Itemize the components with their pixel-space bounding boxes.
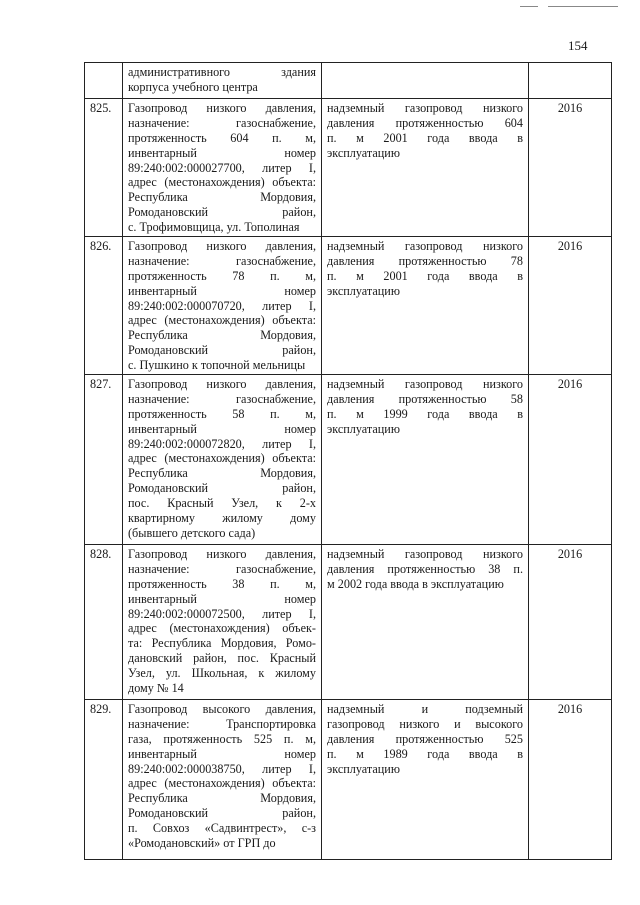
object-description-line: п. м 1989 года ввода в [327,746,523,761]
row-number: 827. [85,375,123,545]
page-number: 154 [568,38,588,53]
row-number: 825. [85,99,123,237]
object-name-line: Республика Мордовия, [128,190,316,205]
object-name-line: газа, протяженность 525 п. м, [128,731,316,746]
object-name-line: дому № 14 [128,680,184,695]
table-row [85,99,612,237]
object-name-cell [123,99,322,237]
object-name-line: квартирному жилому дому [128,510,316,525]
object-description-line: эксплуатацию [327,283,400,298]
object-name-line: Газопровод низкого давления, [128,101,316,115]
year-cell: 2016 [529,700,612,860]
object-description-line: п. м 1999 года ввода в [327,406,523,421]
object-name-line: «Ромодановский» от ГРП до [128,835,276,850]
row-number: 828. [85,545,123,700]
object-description-line: надземный и подземный [327,702,523,716]
object-description-cell [322,237,529,375]
object-name-cell [123,375,322,545]
object-name-line: Ромодановский район, [128,481,316,496]
object-name-line: адрес (местонахождения) объекта: [128,313,316,328]
object-description-line: надземный газопровод низкого [327,547,523,561]
object-description-line: надземный газопровод низкого [327,377,523,391]
object-description-line: эксплуатацию [327,421,400,436]
row-number: 829. [85,700,123,860]
registry-table [84,62,612,860]
object-description-cell [322,375,529,545]
object-name-line: Республика Мордовия, [128,466,316,481]
object-name-line: Ромодановский район, [128,205,316,220]
row-number [85,63,123,99]
object-description-line: надземный газопровод низкого [327,239,523,253]
object-name-line: инвентарный номер [128,421,316,436]
object-name-line: назначение: газоснабжение, [128,115,316,130]
object-name-line: назначение: газоснабжение, [128,561,316,576]
object-description-line: эксплуатацию [327,145,400,160]
object-description-line: давления протяженностью 525 [327,731,523,746]
object-name-line: протяженность 78 п. м, [128,268,316,283]
object-description-cell [322,700,529,860]
object-name-line: с. Пушкино к топочной мельницы [128,358,306,372]
object-name-line: Газопровод низкого давления, [128,547,316,561]
year-cell: 2016 [529,375,612,545]
object-name-line: назначение: Транспортировка [128,716,316,731]
object-name-line: назначение: газоснабжение, [128,253,316,268]
year-cell: 2016 [529,545,612,700]
scan-artifact [548,6,618,7]
object-description-line: м 2002 года ввода в эксплуатацию [327,576,504,591]
object-name-line: Газопровод низкого давления, [128,377,316,391]
object-description-line: давления протяженностью 38 п. [327,561,523,576]
object-name-line: 89:240:002:000072820, литер I, [128,436,316,451]
table-row [85,63,612,99]
object-description-cell [322,99,529,237]
object-name-line: инвентарный номер [128,283,316,298]
year-cell: 2016 [529,237,612,375]
object-name-line: Республика Мордовия, [128,791,316,806]
object-name-line: корпуса учебного центра [128,79,258,94]
table-row [85,237,612,375]
object-name-line: административного здания [128,65,316,79]
object-name-line: назначение: газоснабжение, [128,391,316,406]
object-name-line: адрес (местонахождения) объекта: [128,451,316,466]
object-description-line: эксплуатацию [327,761,400,776]
object-name-line: протяженность 38 п. м, [128,576,316,591]
object-name-line: п. Совхоз «Садвинтрест», с-з [128,821,316,835]
table-row [85,375,612,545]
object-name-cell [123,237,322,375]
object-name-line: Республика Мордовия, [128,328,316,343]
table-row [85,700,612,860]
object-name-line: Газопровод высокого давления, [128,702,316,716]
object-name-line: Ромодановский район, [128,343,316,358]
object-description-cell [322,63,529,99]
object-description-line: п. м 2001 года ввода в [327,130,523,145]
object-name-line: (бывшего детского сада) [128,525,256,540]
object-name-line: адрес (местонахождения) объекта: [128,776,316,791]
object-description-line: давления протяженностью 58 [327,391,523,406]
object-name-cell [123,545,322,700]
object-name-line: Ромодановский район, [128,806,316,821]
object-name-line: Газопровод низкого давления, [128,239,316,253]
object-name-line: инвентарный номер [128,591,316,606]
year-cell [529,63,612,99]
object-name-line: 89:240:002:000027700, литер I, [128,160,316,175]
object-name-line: протяженность 58 п. м, [128,406,316,421]
object-name-line: 89:240:002:000038750, литер I, [128,761,316,776]
object-description-line: давления протяженностью 604 [327,115,523,130]
object-name-line: дановский район, пос. Красный [128,651,316,666]
object-description-line: п. м 2001 года ввода в [327,268,523,283]
object-name-line: пос. Красный Узел, к 2-х [128,496,316,510]
object-name-cell [123,700,322,860]
table-row [85,545,612,700]
object-description-line: газопровод низкого и высокого [327,716,523,731]
object-description-cell [322,545,529,700]
object-name-line: Узел, ул. Школьная, к жилому [128,666,316,680]
object-description-line: давления протяженностью 78 [327,253,523,268]
object-name-line: инвентарный номер [128,746,316,761]
object-name-line: адрес (местонахождения) объекта: [128,175,316,190]
object-name-line: адрес (местонахождения) объек- [128,621,316,636]
object-description-line: надземный газопровод низкого [327,101,523,115]
object-name-line: протяженность 604 п. м, [128,130,316,145]
object-name-line: 89:240:002:000070720, литер I, [128,298,316,313]
object-name-line: инвентарный номер [128,145,316,160]
object-name-line: та: Республика Мордовия, Ромо- [128,636,316,651]
object-name-line: с. Трофимовщица, ул. Тополиная [128,220,300,234]
row-number: 826. [85,237,123,375]
object-name-line: 89:240:002:000072500, литер I, [128,606,316,621]
year-cell: 2016 [529,99,612,237]
object-name-cell [123,63,322,99]
scan-artifact [520,6,538,7]
